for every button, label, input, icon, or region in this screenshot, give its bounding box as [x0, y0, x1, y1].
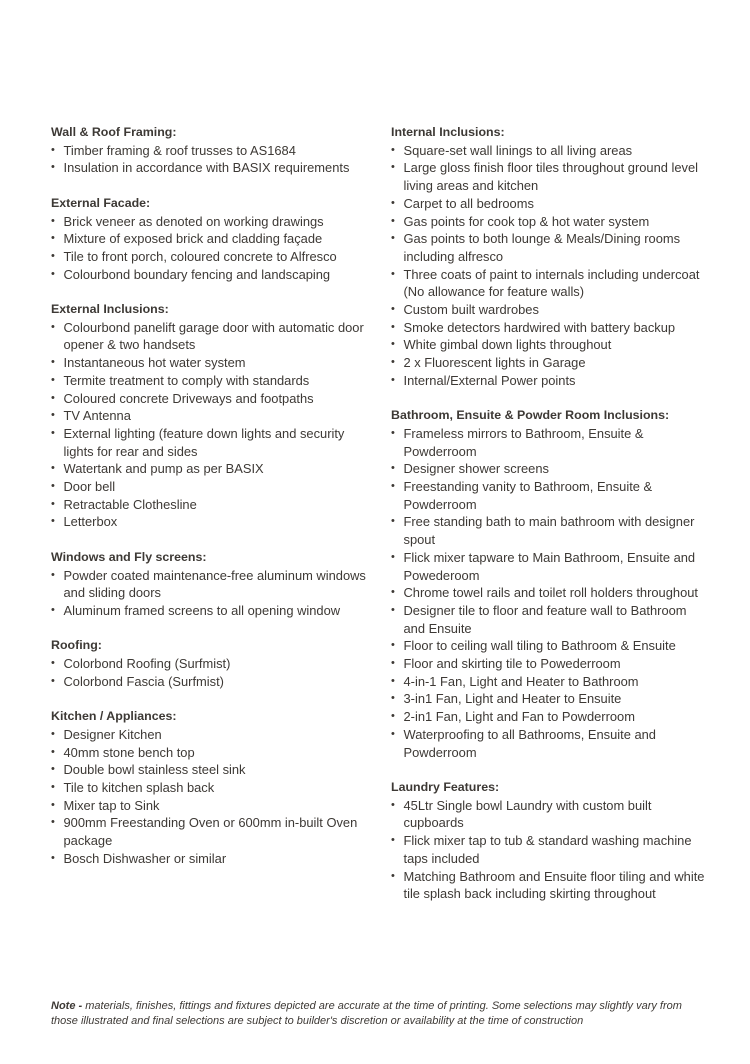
inclusion-list — [51, 567, 371, 620]
list-item: • Watertank and pump as per BASIX — [51, 460, 371, 478]
list-item: • White gimbal down lights throughout — [391, 336, 711, 354]
inclusion-list — [51, 319, 371, 531]
section-title: External Facade: — [51, 195, 151, 210]
list-item: • Colourbond panelift garage door with automatic door opener & two handsets — [51, 319, 371, 354]
section-internal-inclusions — [391, 124, 711, 390]
list-item: • Aluminum framed screens to all opening window — [51, 602, 371, 620]
list-item: • Large gloss finish floor tiles throughout ground level living areas and kitchen — [391, 159, 711, 194]
list-item: • Custom built wardrobes — [391, 301, 711, 319]
list-item: • Bosch Dishwasher or similar — [51, 850, 371, 868]
list-item: • TV Antenna — [51, 407, 371, 425]
section-bathroom-ensuite-powder — [391, 407, 711, 761]
list-item: • Square-set wall linings to all living areas — [391, 142, 711, 160]
list-item: • Three coats of paint to internals including undercoat (No allowance for feature walls) — [391, 266, 711, 301]
list-item: • Tile to front porch, coloured concrete to Alfresco — [51, 248, 371, 266]
inclusion-list — [51, 726, 371, 868]
note-text: materials, finishes, fittings and fixtures depicted are accurate at the time of printing. Some selections may slightly vary from those illustrated and final selections are subject to builder's discretion or availability at the time of construction — [51, 1000, 682, 1027]
list-item: • Double bowl stainless steel sink — [51, 761, 371, 779]
list-item: • Colorbond Roofing (Surfmist) — [51, 655, 371, 673]
list-item: • Insulation in accordance with BASIX requirements — [51, 159, 371, 177]
list-item: • Designer Kitchen — [51, 726, 371, 744]
list-item: • Termite treatment to comply with standards — [51, 372, 371, 390]
inclusion-list — [51, 655, 371, 690]
list-item: • Door bell — [51, 478, 371, 496]
section-title: Kitchen / Appliances: — [51, 709, 177, 724]
list-item: • Gas points for cook top & hot water system — [391, 213, 711, 231]
list-item: • Colorbond Fascia (Surfmist) — [51, 673, 371, 691]
section-title: Wall & Roof Framing: — [51, 125, 177, 139]
disclaimer-note — [51, 999, 711, 1029]
list-item: • Smoke detectors hardwired with battery backup — [391, 319, 711, 337]
list-item: • Carpet to all bedrooms — [391, 195, 711, 213]
list-item: • Coloured concrete Driveways and footpaths — [51, 390, 371, 408]
list-item: • Colourbond boundary fencing and landscaping — [51, 266, 371, 284]
inclusion-list — [391, 142, 711, 390]
section-windows-fly-screens — [51, 549, 371, 620]
list-item: • 3-in1 Fan, Light and Heater to Ensuite — [391, 690, 711, 708]
list-item: • Floor to ceiling wall tiling to Bathroom & Ensuite — [391, 637, 711, 655]
list-item: • Mixture of exposed brick and cladding façade — [51, 230, 371, 248]
section-wall-roof-framing — [51, 124, 371, 177]
list-item: • 4-in-1 Fan, Light and Heater to Bathroom — [391, 673, 711, 691]
list-item: • Matching Bathroom and Ensuite floor tiling and white tile splash back including skirting throughout — [391, 868, 711, 903]
list-item: • Retractable Clothesline — [51, 496, 371, 514]
section-external-inclusions — [51, 301, 371, 531]
section-title: Laundry Features: — [391, 779, 500, 794]
section-title: Windows and Fly screens: — [51, 549, 207, 564]
list-item: • Letterbox — [51, 513, 371, 531]
left-column — [51, 124, 371, 885]
list-item: • Floor and skirting tile to Powederroom — [391, 655, 711, 673]
list-item: • Flick mixer tap to tub & standard washing machine taps included — [391, 832, 711, 867]
section-laundry-features — [391, 779, 711, 903]
list-item: • Free standing bath to main bathroom with designer spout — [391, 513, 711, 548]
inclusion-list — [51, 142, 371, 177]
inclusion-list — [391, 425, 711, 761]
list-item: • 900mm Freestanding Oven or 600mm in-built Oven package — [51, 814, 371, 849]
section-title: Bathroom, Ensuite & Powder Room Inclusions: — [391, 408, 670, 423]
right-column — [391, 124, 711, 921]
list-item: • Instantaneous hot water system — [51, 354, 371, 372]
list-item: • Waterproofing to all Bathrooms, Ensuite and Powderroom — [391, 726, 711, 761]
section-title: Roofing: — [51, 638, 102, 653]
list-item: • Powder coated maintenance-free aluminum windows and sliding doors — [51, 567, 371, 602]
list-item: • Timber framing & roof trusses to AS1684 — [51, 142, 371, 160]
section-title: External Inclusions: — [51, 302, 169, 316]
list-item: • 40mm stone bench top — [51, 744, 371, 762]
list-item: • 2-in1 Fan, Light and Fan to Powderroom — [391, 708, 711, 726]
list-item: • 45Ltr Single bowl Laundry with custom built cupboards — [391, 797, 711, 832]
list-item: • Chrome towel rails and toilet roll holders throughout — [391, 584, 711, 602]
section-roofing — [51, 637, 371, 690]
section-title: Internal Inclusions: — [391, 125, 505, 139]
list-item: • Designer shower screens — [391, 460, 711, 478]
list-item: • Designer tile to floor and feature wall to Bathroom and Ensuite — [391, 602, 711, 637]
list-item: • Frameless mirrors to Bathroom, Ensuite & Powderroom — [391, 425, 711, 460]
section-kitchen-appliances — [51, 708, 371, 867]
list-item: • Brick veneer as denoted on working drawings — [51, 213, 371, 231]
list-item: • External lighting (feature down lights and security lights for rear and sides — [51, 425, 371, 460]
inclusion-list — [51, 213, 371, 284]
list-item: • Tile to kitchen splash back — [51, 779, 371, 797]
list-item: • Freestanding vanity to Bathroom, Ensuite & Powderroom — [391, 478, 711, 513]
list-item: • 2 x Fluorescent lights in Garage — [391, 354, 711, 372]
note-label: Note - — [51, 1000, 83, 1012]
list-item: • Flick mixer tapware to Main Bathroom, Ensuite and Powederoom — [391, 549, 711, 584]
section-external-facade — [51, 195, 371, 284]
list-item: • Internal/External Power points — [391, 372, 711, 390]
inclusion-list — [391, 797, 711, 903]
list-item: • Mixer tap to Sink — [51, 797, 371, 815]
list-item: • Gas points to both lounge & Meals/Dining rooms including alfresco — [391, 230, 711, 265]
